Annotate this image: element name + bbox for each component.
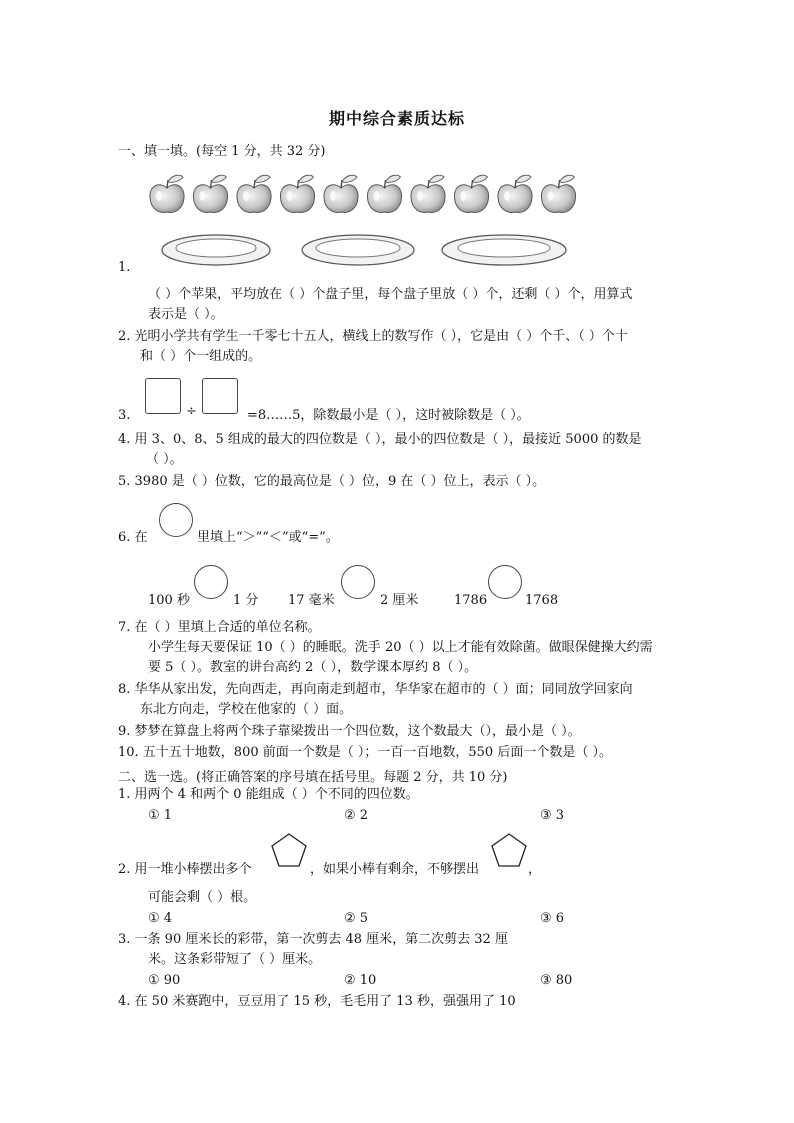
q1-line2: 表示是（ ）。 — [148, 307, 224, 322]
q5-text: 5. 3980 是（ ）位数，它的最高位是（ ）位，9 在（ ）位上，表示（ ）。 — [118, 474, 546, 489]
option-3[interactable]: ③ 80 — [540, 973, 573, 988]
apple-icon — [193, 175, 227, 212]
compare-circle[interactable] — [488, 565, 522, 599]
s2-q2-middle: ，如果小棒有剩余，不够摆出 — [310, 862, 480, 877]
apples-illustration — [148, 172, 578, 216]
compare-circle[interactable] — [159, 503, 193, 537]
plate-icon — [302, 235, 414, 265]
q4-line2: （ ）。 — [146, 452, 183, 467]
s2-q4-text: 4. 在 50 米赛跑中，豆豆用了 15 秒，毛毛用了 13 秒，强强用了 10 — [118, 994, 516, 1009]
section-heading-fill-in: 一、填一填。(每空 1 分，共 32 分) — [118, 144, 326, 159]
apple-icon — [367, 175, 401, 212]
q6-suffix: 里填上“＞”“＜”或“=”。 — [197, 530, 339, 545]
apple-icon — [411, 175, 445, 212]
compare-right: 2 厘米 — [380, 593, 419, 608]
section-heading-choose: 二、选一选。(将正确答案的序号填在括号里。每题 2 分，共 10 分) — [118, 770, 508, 785]
s2-q1-text: 1. 用两个 4 和两个 0 能组成（ ）个不同的四位数。 — [118, 787, 419, 802]
q3-text: =8……5，除数最小是（ ），这时被除数是（ ）。 — [247, 408, 530, 423]
compare-right: 1 分 — [233, 593, 259, 608]
q3-number: 3. — [118, 408, 131, 423]
option-3[interactable]: ③ 6 — [540, 911, 565, 926]
compare-left: 100 秒 — [148, 593, 190, 608]
q1-line1: （ ）个苹果，平均放在（ ）个盘子里，每个盘子里放（ ）个，还剩（ ）个，用算式 — [148, 287, 633, 302]
s2-q3-line2: 米。这条彩带短了（ ）厘米。 — [148, 952, 322, 967]
compare-left: 1786 — [454, 593, 488, 608]
pentagon-icon — [270, 832, 308, 868]
compare-left: 17 毫米 — [288, 593, 335, 608]
apple-icon — [280, 175, 314, 212]
option-1[interactable]: ① 90 — [148, 973, 181, 988]
page-title: 期中综合素质达标 — [328, 109, 465, 128]
apple-icon — [541, 175, 575, 212]
plates-illustration — [160, 232, 580, 268]
option-2[interactable]: ② 2 — [344, 808, 369, 823]
option-1[interactable]: ① 1 — [148, 808, 173, 823]
s2-q2-prefix: 2. 用一堆小棒摆出多个 — [118, 862, 252, 877]
s2-q2-end: ， — [528, 862, 542, 877]
q10-text: 10. 五十五十地数，800 前面一个数是（ ）；一百一百地数，550 后面一个数是（ ）。 — [118, 745, 612, 760]
q8-line2: 东北方向走，学校在他家的（ ）面。 — [140, 702, 353, 717]
option-3[interactable]: ③ 3 — [540, 808, 565, 823]
q1-number: 1. — [118, 260, 131, 275]
compare-circle[interactable] — [194, 565, 228, 599]
division-sign: ÷ — [186, 404, 197, 419]
apple-icon — [454, 175, 488, 212]
plate-icon — [442, 235, 566, 265]
option-1[interactable]: ① 4 — [148, 911, 173, 926]
compare-circle[interactable] — [341, 565, 375, 599]
q8-line1: 8. 华华从家出发，先向西走，再向南走到超市，华华家在超市的（ ）面；同同放学回家向 — [118, 682, 633, 697]
plate-icon — [162, 235, 270, 265]
q9-text: 9. 梦梦在算盘上将两个珠子靠梁拨出一个四位数，这个数最大（），最小是（ ）。 — [118, 724, 581, 739]
q2-line1: 2. 光明小学共有学生一千零七十五人，横线上的数写作（ ），它是由（ ）个千、（ ）个十 — [118, 329, 628, 344]
apple-icon — [324, 175, 358, 212]
answer-box[interactable] — [202, 378, 238, 414]
option-2[interactable]: ② 10 — [344, 973, 377, 988]
pentagon-icon — [490, 832, 528, 868]
s2-q2-line2: 可能会剩（ ）根。 — [148, 890, 257, 905]
apple-icon — [237, 175, 271, 212]
apple-icon — [498, 175, 532, 212]
q4-line1: 4. 用 3、0、8、5 组成的最大的四位数是（ ），最小的四位数是（ ），最接近 5000 的数是 — [118, 432, 642, 447]
q6-prefix: 6. 在 — [118, 530, 148, 545]
answer-box[interactable] — [145, 378, 181, 414]
q2-line2: 和（ ）个一组成的。 — [140, 349, 262, 364]
compare-right: 1768 — [525, 593, 559, 608]
q7-line2: 小学生每天要保证 10（ ）的睡眠。洗手 20（ ）以上才能有效除菌。做眼保健操大约需 — [148, 640, 653, 655]
q7-line3: 要 5（ ）。教室的讲台高约 2（ ），数学课本厚约 8（ ）。 — [148, 660, 478, 675]
option-2[interactable]: ② 5 — [344, 911, 369, 926]
q7-line1: 7. 在（ ）里填上合适的单位名称。 — [118, 620, 321, 635]
s2-q3-line1: 3. 一条 90 厘米长的彩带，第一次剪去 48 厘米，第二次剪去 32 厘 — [118, 932, 508, 947]
apple-icon — [150, 175, 184, 212]
apples-svg — [148, 172, 578, 216]
